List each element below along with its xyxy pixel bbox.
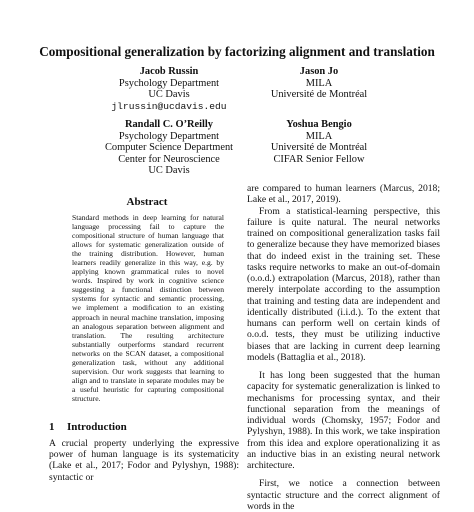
author-affiliation: Computer Science Department [104, 142, 234, 154]
paper-title: Compositional generalization by factorizing alignment and translation [39, 44, 435, 59]
right-column [247, 183, 440, 512]
author-affiliation: Université de Montréal [270, 89, 368, 101]
author-block-4 [244, 119, 394, 165]
author-affiliation: UC Davis [148, 165, 190, 177]
author-affiliation: MILA [305, 77, 333, 89]
author-name: Randall C. O’Reilly [124, 119, 214, 130]
author-affiliation: Psychology Department [118, 130, 220, 142]
section-number: 1 [49, 421, 55, 433]
author-name: Yoshua Bengio [286, 119, 352, 130]
author-block-2 [244, 66, 394, 101]
paragraph: First, we notice a connection between syntactic structure and the correct alignment of words in the [247, 478, 440, 512]
author-affiliation: Université de Montréal [270, 142, 368, 154]
paragraph: From a statistical-learning perspective, this failure is quite natural. The neural networks trained on compositional generalization tasks fail to generalize because they have memorized biases that do indeed exist in the training set. These tasks require networks to make an out-of-domain (o.o.d.) extrapolation (Marcus, 2018), rather than merely interpolate according to the assumption that training and testing data are independent and identically distributed (i.i.d.). To the extent that humans can perform well on certain kinds of o.o.d. tests, they must be utilizing inductive biases that are lacking in current deep learning models (Battaglia et al., 2018). [247, 205, 440, 363]
author-block-1 [94, 66, 244, 112]
author-email: jlrussin@ucdavis.edu [111, 100, 227, 112]
section-title: Introduction [67, 421, 127, 433]
author-affiliation: MILA [305, 130, 333, 142]
section-heading [49, 421, 127, 433]
author-affiliation: Center for Neuroscience [118, 153, 220, 165]
author-affiliation: CIFAR Senior Fellow [273, 153, 365, 165]
paragraph: are compared to human learners (Marcus, 2018; Lake et al., 2017, 2019). [247, 183, 440, 206]
abstract-heading: Abstract [126, 196, 168, 208]
abstract-text: Standard methods in deep learning for natural language processing fail to capture the compositional structure of human language that allows for systematic generalization outside of the training distribution. However, human learners readily generalize in this way, e.g. by applying known grammatical rules to novel words. Inspired by work in cognitive science suggesting a functional distinction between systems for syntactic and semantic processing, we implement a modification to an existing approach in neural machine translation, imposing an analogous separation between alignment and translation. The resulting architecture substantially outperforms standard recurrent networks on the SCAN dataset, a compositional generalization task, without any additional supervision. Our work suggests that learning to align and to translate in separate modules may be a useful heuristic for capturing compositional structure. [72, 213, 224, 403]
introduction-text: A crucial property underlying the expressive power of human language is its systematicity (Lake et al., 2017; Fodor and Pylyshyn, 1988): syntactic or [49, 438, 239, 483]
author-name: Jason Jo [299, 66, 339, 77]
author-name: Jacob Russin [139, 66, 199, 77]
author-affiliation: UC Davis [148, 89, 190, 101]
paragraph: It has long been suggested that the human capacity for systematic generalization is linked to mechanisms for processing syntax, and their functional separation from the meanings of individual words (Chomsky, 1957; Fodor and Pylyshyn, 1988). In this work, we take inspiration from this idea and explore operationalizing it as an inductive bias in an existing neural network architecture. [247, 370, 440, 471]
author-block-3 [76, 119, 262, 177]
author-affiliation: Psychology Department [118, 77, 220, 89]
